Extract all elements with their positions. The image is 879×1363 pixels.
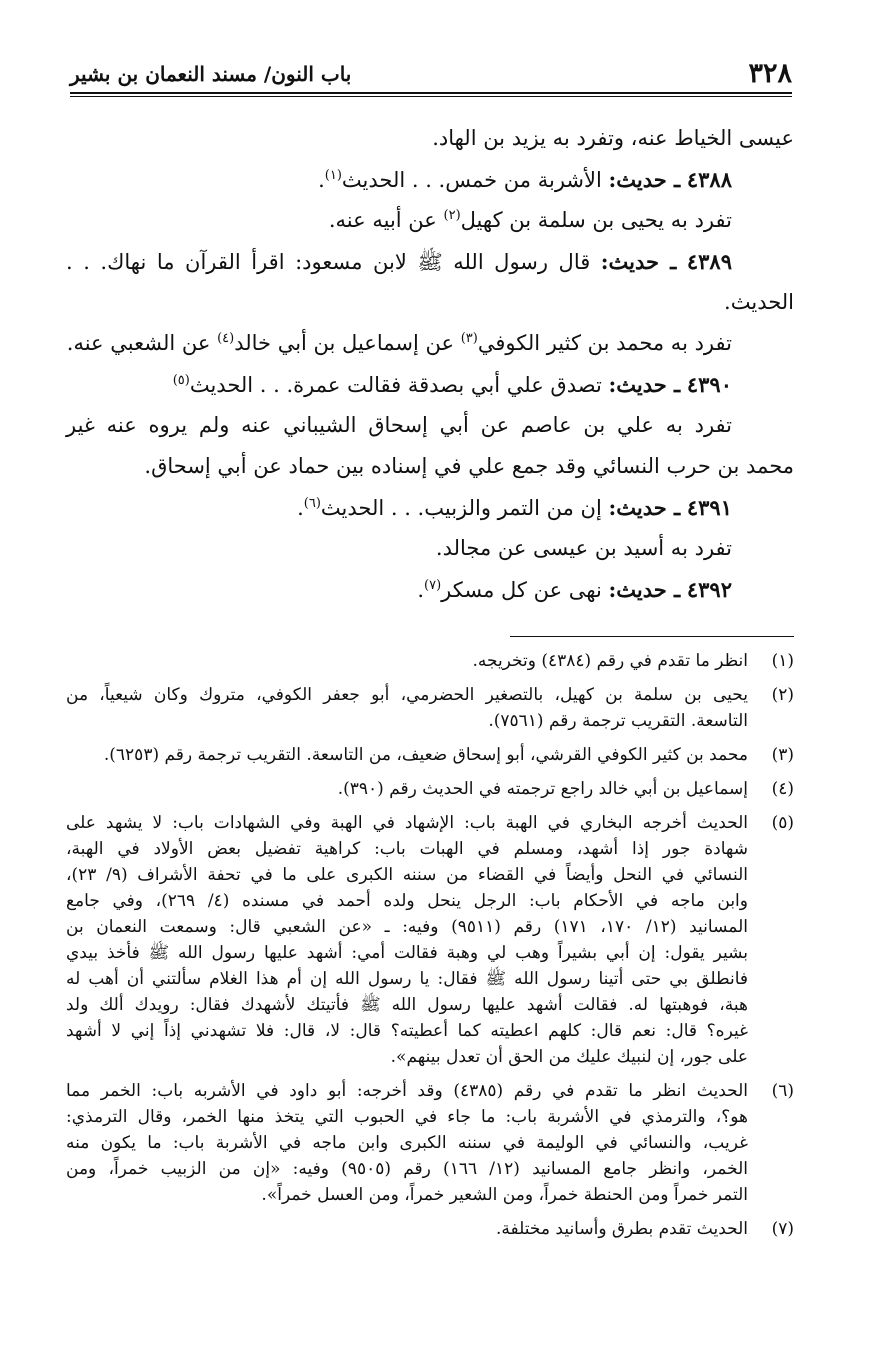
footnote-ref: (٥) [172,373,190,388]
footnote-line: التاسعة. التقريب ترجمة رقم (٧٥٦١). [488,711,748,731]
text-line [66,323,794,364]
footnote-line: إسماعيل بن أبي خالد راجع ترجمته في الحديث رقم (٣٩٠). [337,779,748,799]
hadith-label: ـ حديث: [608,372,681,397]
footnote-separator [510,636,794,637]
footnote-line: الحديث انظر ما تقدم في رقم (٤٣٨٥) وقد أخرجه: أبو داود في الأشربه باب: الخمر مما [66,1081,748,1101]
text-segment: عن إسماعيل بن أبي خالد [234,331,454,355]
text-line: تفرد به علي بن عاصم عن أبي إسحاق الشيباني عنه ولم يروه عنه غير [66,413,732,437]
footnote-ref: (٦) [303,496,321,511]
punctuation: . [318,168,325,192]
footnote-ref: (٢) [443,208,461,223]
footnote [66,1216,794,1242]
hadith-text: قال رسول الله ﷺ لابن مسعود: اقرأ القرآن ما نهاك. . . [66,250,591,274]
footnote-line: يحيى بن سلمة بن كهيل، بالتصغير الحضرمي، أبو جعفر الكوفي، متروك وكان شيعياً، من [66,685,748,705]
hadith-label: ـ حديث: [608,167,681,192]
hadith-number: ٤٣٨٩ [686,249,732,274]
footnote-number: (٦) [771,1081,794,1101]
hadith-label: ـ حديث: [600,249,677,274]
text-segment: عن أبيه عنه. [328,208,437,232]
hadith-4390 [66,364,794,405]
hadith-number: ٤٣٩٢ [686,577,732,602]
footnote [66,742,794,768]
text-line: عيسى الخياط عنه، وتفرد به يزيد بن الهاد. [432,126,794,150]
hadith-text: إن من التمر والزبيب. . . الحديث [320,496,602,520]
main-text [66,118,794,610]
footnote-line: محمد بن كثير الكوفي القرشي، أبو إسحاق ضعيف، من التاسعة. التقريب ترجمة رقم (٦٢٥٣). [103,745,748,765]
footnote [66,810,794,1070]
footnote [66,1078,794,1208]
footnote-number: (٣) [771,745,794,765]
footnote-ref: (٣) [460,331,478,346]
footnote-line: غريب، والنسائي في الوليمة في سننه الكبرى وابن ماجه في الأشربة باب: ما يكون منه [66,1133,748,1153]
footnote-line: غيره؟ قال: نعم قال: كلهم اعطيته كما أعطيته؟ قال: لا، قال: فلا تشهدني إذاً إني لا أشهد [66,1021,748,1041]
footnote-ref: (١) [324,168,342,183]
footnote-line: الخمر، وانظر جامع المسانيد (١٢/ ١٦٦) رقم (٩٥٠٥) وفيه: «إن من الزبيب خمراً، ومن [66,1159,748,1179]
hadith-label: ـ حديث: [608,495,681,520]
running-title: باب النون/ مسند النعمان بن بشير [70,62,352,86]
text-line: تفرد به أسيد بن عيسى عن مجالد. [435,536,732,560]
footnote-ref: (٤) [217,331,235,346]
footnote-line: التمر خمراً ومن الحنطة خمراً، ومن الشعير خمراً، ومن العسل خمراً». [261,1185,748,1205]
hadith-label: ـ حديث: [608,577,681,602]
footnote-line: الحديث أخرجه البخاري في الهبة باب: الإشهاد في الهبة وفي الشهادات باب: لا يشهد على [66,813,748,833]
footnote-line: انظر ما تقدم في رقم (٤٣٨٤) وتخريجه. [472,651,748,671]
footnote-number: (٥) [771,813,794,833]
header-rule-thin [70,96,792,97]
page-header [70,58,792,92]
footnote [66,682,794,734]
footnote-line: هبة، فوهبتها له. فقالت أشهد عليها رسول الله ﷺ فأتيتك لأشهدك فقال: رويدك ألك ولد [66,995,748,1015]
footnote-line: فانطلق بي حتى أتينا رسول الله ﷺ فقال: يا رسول الله إن أم هذا الغلام سألتني أن أهب له [66,969,748,989]
text-line [66,200,794,241]
footnote-number: (١) [771,651,794,671]
text-line: محمد بن حرب النسائي وقد جمع علي في إسناده بين حماد عن أبي إسحاق. [144,454,794,478]
footnote-line: النسائي في النحل وأيضاً في القضاء من سننه الكبرى على ما في تحفة الأشراف (٩/ ٢٣)، [66,865,748,885]
hadith-text: نهى عن كل مسكر [441,578,602,602]
footnote-number: (٧) [771,1219,794,1239]
footnote-line: هو؟، والترمذي في الأشربة باب: ما جاء في الحبوب التي يتخذ منها الخمر، وقال الترمذي: [66,1107,748,1127]
text-segment: تفرد به محمد بن كثير الكوفي [477,331,732,355]
footnote-line: المسانيد (١٢/ ١٧٠، ١٧١) رقم (٩٥١١) وفيه: ـ «عن الشعبي قال: وسمعت النعمان بن [66,917,748,937]
hadith-number: ٤٣٩١ [686,495,732,520]
footnotes [66,648,794,1250]
text-segment: عن الشعبي عنه. [66,331,211,355]
footnote-ref: (٧) [424,578,442,593]
text-segment: تفرد به يحيى بن سلمة بن كهيل [460,208,732,232]
hadith-text: تصدق علي أبي بصدقة فقالت عمرة. . . الحديث [189,373,602,397]
hadith-4392 [66,569,794,610]
footnote-line: الحديث تقدم بطرق وأسانيد مختلفة. [496,1219,748,1239]
footnote-line: بشير يقول: إن أبي بشيراً وهب لي وهبة فقالت أمي: أشهد عليها رسول الله ﷺ فأخذ بيدي [66,943,748,963]
hadith-4391 [66,487,794,528]
footnote-line: شهادة جور إذا أشهد، ومسلم في الهبات باب: كراهية تفضيل بعض الأولاد في الهبة، [66,839,748,859]
footnote-line: على جور، إن لنبيك عليك من الحق أن تعدل بينهم». [390,1047,748,1067]
footnote [66,648,794,674]
hadith-number: ٤٣٨٨ [686,167,732,192]
header-rule [70,92,792,94]
hadith-text: الأشربة من خمس. . . الحديث [341,168,602,192]
hadith-4389 [66,241,794,282]
footnote-number: (٤) [771,779,794,799]
text-line: الحديث. [724,290,794,314]
punctuation: . [297,496,304,520]
hadith-4388 [66,159,794,200]
hadith-number: ٤٣٩٠ [686,372,732,397]
page-number: ٣٢٨ [748,58,792,89]
footnote-number: (٢) [771,685,794,705]
footnote-line: وابن ماجه في الأحكام باب: الرجل ينحل ولده أحمد في مسنده (٤/ ٢٦٩)، وفي جامع [66,891,748,911]
footnote [66,776,794,802]
punctuation: . [417,578,425,602]
